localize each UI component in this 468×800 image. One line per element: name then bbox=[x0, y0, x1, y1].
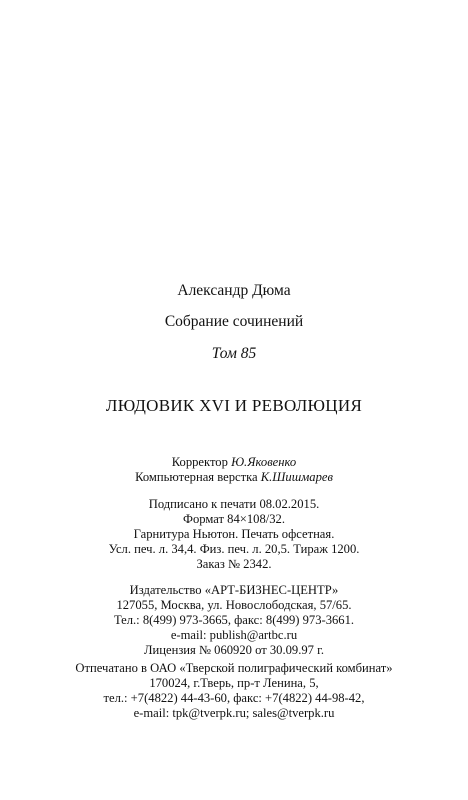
layout-name: К.Шишмарев bbox=[260, 470, 333, 484]
print-info-line: Усл. печ. л. 34,4. Физ. печ. л. 20,5. Тираж 1200. bbox=[108, 542, 360, 556]
layout-label: Компьютерная верстка bbox=[135, 470, 258, 484]
printer-line: тел.: +7(4822) 44-43-60, факс: +7(4822) 44-98-42, bbox=[103, 691, 365, 705]
corrector-line bbox=[0, 456, 468, 469]
corrector-label: Корректор bbox=[171, 455, 228, 469]
publisher-email: e-mail: publish@artbc.ru bbox=[170, 628, 298, 642]
author-name: Александр Дюма bbox=[177, 282, 291, 299]
printer-line: 170024, г.Тверь, пр-т Ленина, 5, bbox=[149, 676, 319, 690]
printer-email: e-mail: tpk@tverpk.ru; sales@tverpk.ru bbox=[133, 706, 335, 720]
publisher-line: 127055, Москва, ул. Новослободская, 57/65. bbox=[116, 598, 352, 612]
publisher-line: Издательство «АРТ-БИЗНЕС-ЦЕНТР» bbox=[129, 583, 339, 597]
collection-title: Собрание сочинений bbox=[164, 313, 304, 330]
publisher-line: Тел.: 8(499) 973-3665, факс: 8(499) 973-3661. bbox=[113, 613, 355, 627]
volume-number: Том 85 bbox=[211, 345, 257, 362]
publisher-license: Лицензия № 060920 от 30.09.97 г. bbox=[143, 643, 324, 657]
print-info-line: Заказ № 2342. bbox=[196, 557, 272, 571]
print-info-line: Гарнитура Ньютон. Печать офсетная. bbox=[133, 527, 335, 541]
print-info-line: Формат 84×108/32. bbox=[183, 512, 285, 526]
corrector-name: Ю.Яковенко bbox=[231, 455, 297, 469]
print-info-line: Подписано к печати 08.02.2015. bbox=[148, 497, 320, 511]
book-title: ЛЮДОВИК XVI И РЕВОЛЮЦИЯ bbox=[105, 396, 363, 415]
layout-line bbox=[0, 471, 468, 484]
printer-line: Отпечатано в ОАО «Тверской полиграфический комбинат» bbox=[75, 661, 393, 675]
